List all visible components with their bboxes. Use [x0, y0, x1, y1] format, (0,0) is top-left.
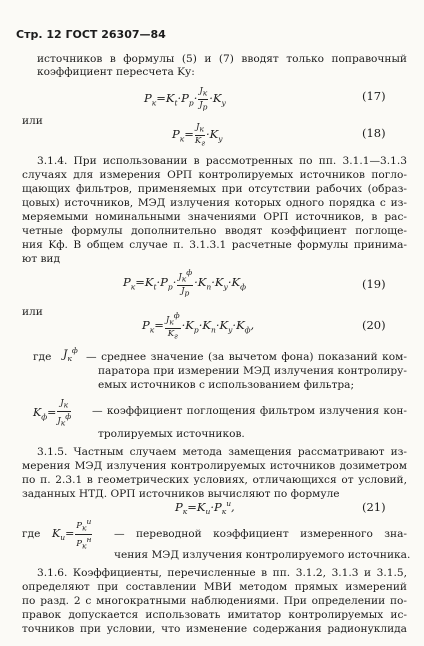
text-line: заданных НТД. ОРП источников вычисляют по формуле: [22, 488, 340, 500]
text-line: ния Kф. В общем случае п. 3.1.3.1 расчетные формулы принима-: [22, 239, 407, 251]
text-line: ют вид: [22, 253, 60, 265]
text-line: по разд. 2 с многократными наблюдениями. При определении по-: [22, 595, 407, 607]
text-line: где: [22, 528, 41, 540]
text-line: 3.1.5. Частным случаем метода замещения рассматривают из-: [37, 446, 407, 458]
text-line: тролируемых источников.: [98, 428, 245, 440]
formula-19: $P_к=K_t\cdot P_p\cdot$ $J_к^ф$ $J_p$ $\cdot K_п\cdot K_у\cdot K_ф$: [123, 268, 246, 298]
equation-number: (19): [362, 277, 386, 291]
text-line: меряемыми номинальными значениями ОРП источников, в рас-: [22, 211, 407, 223]
text-line: правок допускается использовать имитатор контролируемых ис-: [22, 609, 407, 621]
text-line: источников в формулы (5) и (7) вводят только поправочный: [37, 53, 407, 65]
text-line: — переводной коэффициент измеренного зна-: [114, 528, 407, 540]
text-line: определяют при составлении МВИ методом прямых измерений: [22, 581, 407, 593]
text-line: или: [22, 115, 43, 127]
text-line: где: [33, 351, 52, 363]
text-line: чения МЭД излучения контролируемого источника.: [114, 549, 411, 561]
equation-number: (18): [362, 126, 386, 140]
text-line: цовых) источников, МЭД излучения которых одного порядка с из-: [22, 197, 407, 209]
text-line: мерения МЭД излучения контролируемых источников дозиметром: [22, 460, 407, 472]
symbol-ki-formula: $K_и=$ $P_к^и$ $P_к^н$: [52, 517, 92, 551]
text-line: паратора при измерении МЭД излучения контролиру-: [98, 365, 407, 377]
text-line: или: [22, 306, 43, 318]
text-line: щающих фильтров, применяемых при отсутствии рабочих (образ-: [22, 183, 407, 195]
text-line: — среднее значение (за вычетом фона) показаний ком-: [86, 351, 407, 363]
symbol-jkf: $J_к^ф$: [63, 346, 78, 363]
text-line: четные формулы дополнительно вводят коэффициент поглоще-: [22, 225, 407, 237]
equation-number: (20): [362, 318, 386, 332]
text-line: коэффициент пересчета Kу:: [37, 66, 195, 78]
text-line: по п. 2.3.1 в геометрических условиях, отличающихся от условий,: [22, 474, 407, 486]
text-line: точников при условии, что изменение содержания радионуклида: [22, 623, 407, 635]
text-line: — коэффициент поглощения фильтром излучения кон-: [92, 405, 407, 417]
page-header: Стр. 12 ГОСТ 26307—84: [16, 28, 166, 41]
text-line: 3.1.6. Коэффициенты, перечисленные в пп. 3.1.2, 3.1.3 и 3.1.5,: [37, 567, 407, 579]
equation-number: (17): [362, 89, 386, 103]
equation-number: (21): [362, 500, 386, 514]
formula-17: $P_к=K_t\cdot P_p\cdot$ $J_к$ $J_p$ $\cdot K_у$: [144, 86, 226, 112]
formula-21: $P_к=K_и\cdot P_к^и$,: [175, 499, 235, 517]
formula-20: $P_к=$ $J_к^ф$ $K_г$ $\cdot K_р\cdot K_п\cdot K_у\cdot K_ф$,: [142, 311, 255, 341]
text-line: случаях для измерения ОРП контролируемых источников поглo-: [22, 169, 407, 181]
text-line: емых источников с использованием фильтра;: [98, 379, 355, 391]
text-line: 3.1.4. При использовании в рассмотренных по пп. 3.1.1—3.1.3: [37, 155, 407, 167]
symbol-kf-formula: $K_ф=$ $J_к$ $J_к^ф$: [33, 398, 72, 428]
formula-18: $P_к=$ $J_к$ $K_г$ $\cdot K_у$: [172, 122, 223, 148]
